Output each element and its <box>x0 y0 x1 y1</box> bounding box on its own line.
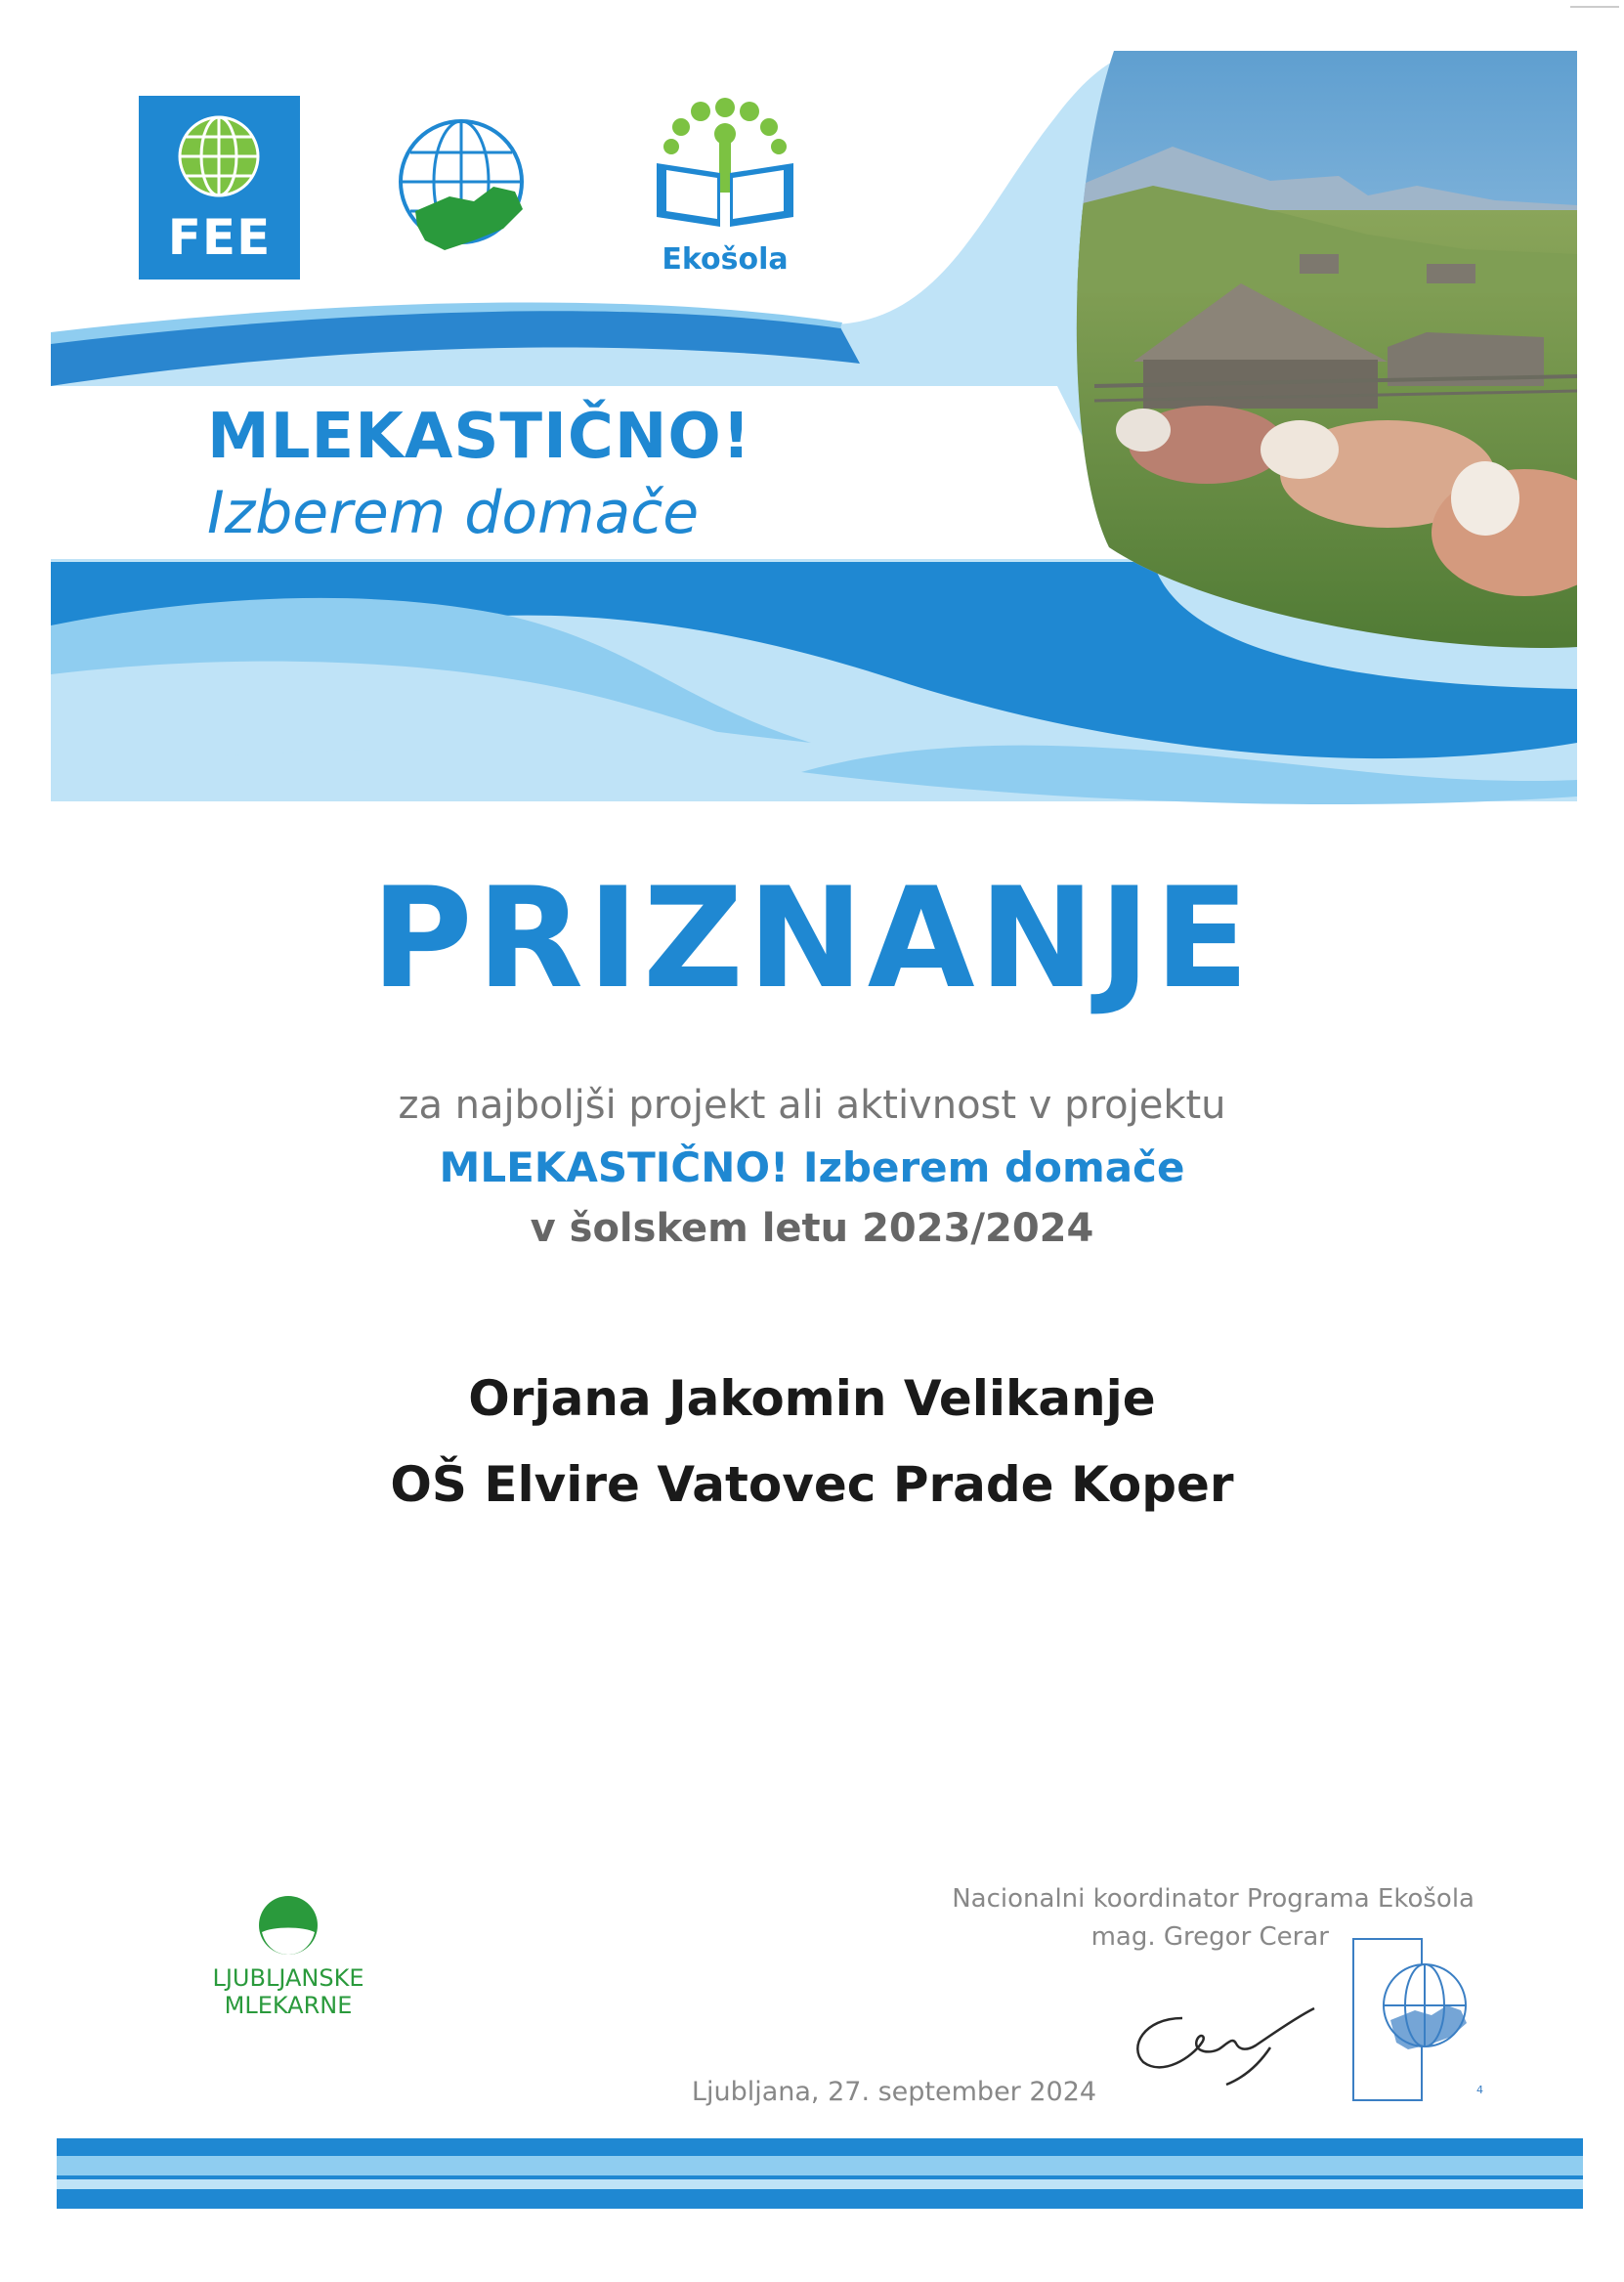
doves-logo <box>357 94 567 280</box>
scan-mark <box>1565 2 1624 12</box>
sponsor-line-1: LJUBLJANSKE <box>212 1964 364 1992</box>
coordinator-name: mag. Gregor Cerar <box>1090 1922 1329 1952</box>
ekosola-label: Ekošola <box>662 242 789 277</box>
fee-logo <box>139 96 300 280</box>
signature <box>1124 1979 1329 2087</box>
recipient-name: Orjana Jakomin Velikanje <box>468 1370 1156 1427</box>
globe-icon <box>139 96 300 213</box>
certificate-title: PRIZNANJE <box>370 858 1254 1019</box>
sponsor-line-2: MLEKARNE <box>224 1992 353 2019</box>
school-year: v šolskem letu 2023/2024 <box>530 1206 1094 1251</box>
footer-band <box>57 2138 1583 2209</box>
date-place: Ljubljana, 27. september 2024 <box>691 2077 1097 2107</box>
ekosola-logo <box>647 90 803 280</box>
project-name: MLEKASTIČNO! Izberem domače <box>439 1143 1185 1191</box>
globe-slovenia-icon <box>357 94 567 280</box>
banner-title: MLEKASTIČNO! <box>207 401 751 473</box>
school-name: OŠ Elvire Vatovec Prade Koper <box>390 1456 1234 1513</box>
coordinator-title: Nacionalni koordinator Programa Ekošola <box>952 1884 1474 1914</box>
award-description: za najboljši projekt ali aktivnost v projektu <box>398 1083 1226 1128</box>
tree-book-icon <box>647 90 803 237</box>
svg-text:4: 4 <box>1476 2084 1483 2096</box>
banner-subtitle: Izberem domače <box>207 479 700 547</box>
fee-label: FEE <box>167 209 272 266</box>
ljubljanske-mlekarne-icon <box>254 1891 322 1959</box>
ljubljanske-mlekarne-logo <box>191 1891 386 2028</box>
